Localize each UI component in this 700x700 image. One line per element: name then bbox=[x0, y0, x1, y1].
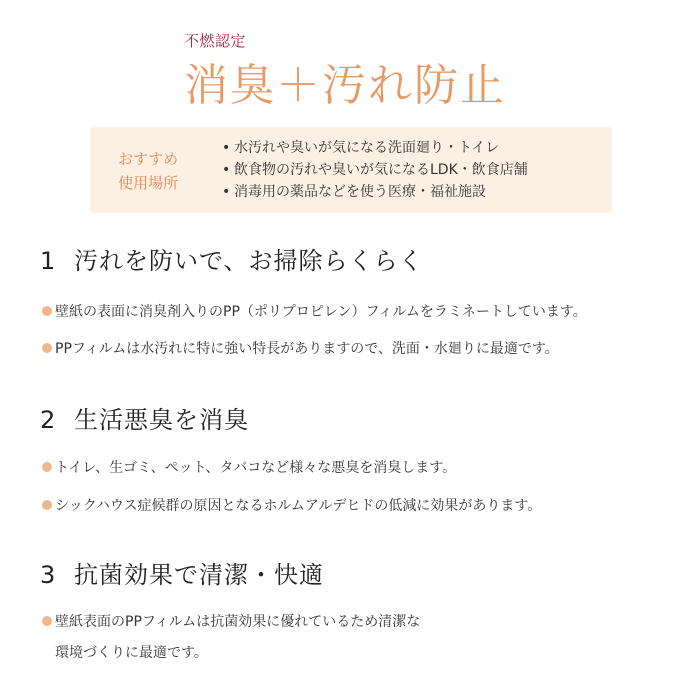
recommended-use-label bbox=[118, 147, 178, 195]
section-heading-1 bbox=[40, 241, 424, 276]
section-number: 3 bbox=[40, 561, 57, 589]
list-item: • 飲食物の汚れや臭いが気になるLDK・飲食店舗 bbox=[222, 162, 528, 178]
certification-label: 不燃認定 bbox=[184, 32, 247, 50]
bullet-item: トイレ、生ゴミ、ペット、タバコなど様々な悪臭を消臭します。 bbox=[42, 453, 456, 484]
section-heading-2 bbox=[40, 400, 249, 435]
section-number: 1 bbox=[40, 247, 57, 275]
section-title: 生活悪臭を消臭 bbox=[74, 406, 249, 434]
bullet-item: PPフィルムは水汚れに特に強い特長がありますので、洗面・水廻りに最適です。 bbox=[42, 334, 559, 365]
section-title: 抗菌効果で清潔・快適 bbox=[74, 561, 324, 589]
bullet-item: 壁紙の表面に消臭剤入りのPP（ポリプロピレン）フィルムをラミネートしています。 bbox=[42, 297, 587, 328]
bullet-dot-icon bbox=[42, 462, 52, 472]
bullet-dot-icon bbox=[42, 500, 52, 510]
bullet-item: 壁紙表面のPPフィルムは抗菌効果に優れているため清潔な 環境づくりに最適です。 bbox=[42, 607, 420, 669]
bullet-item: シックハウス症候群の原因となるホルムアルデヒドの低減に効果があります。 bbox=[42, 491, 541, 522]
recommended-use-list bbox=[222, 137, 528, 203]
list-item: • 消毒用の薬品などを使う医療・福祉施設 bbox=[222, 184, 486, 200]
section-title: 汚れを防いで、お掃除らくらく bbox=[74, 247, 424, 275]
bullet-dot-icon bbox=[42, 343, 52, 353]
bullet-continuation: 環境づくりに最適です。 bbox=[55, 645, 208, 661]
section-number: 2 bbox=[40, 406, 57, 434]
recommended-label-line1: おすすめ bbox=[118, 150, 179, 168]
bullet-dot-icon bbox=[42, 616, 52, 626]
page-title: 消臭＋汚れ防止 bbox=[184, 60, 506, 111]
recommended-use-box bbox=[90, 127, 612, 213]
bullet-dot-icon bbox=[42, 306, 52, 316]
section-heading-3 bbox=[40, 555, 324, 590]
recommended-label-line2: 使用場所 bbox=[118, 174, 179, 192]
list-item: • 水汚れや臭いが気になる洗面廻り・トイレ bbox=[222, 140, 500, 156]
